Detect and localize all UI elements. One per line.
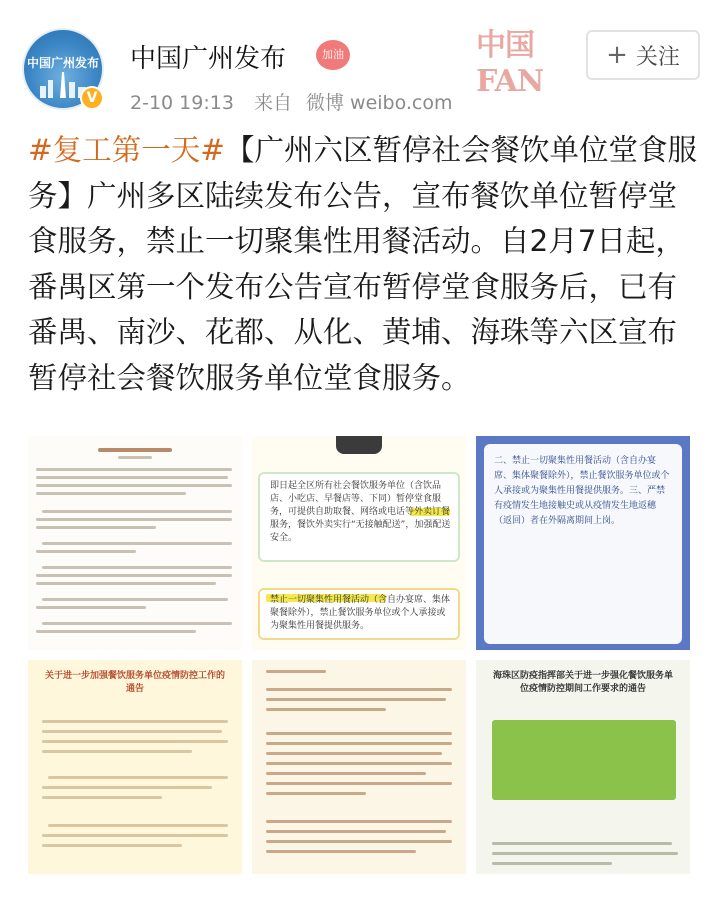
doc-line xyxy=(266,762,452,765)
doc-line xyxy=(266,840,452,843)
doc-line xyxy=(42,566,232,569)
hashtag-link[interactable]: #复工第一天# xyxy=(28,133,225,167)
post-source[interactable]: 微博 weibo.com xyxy=(305,92,453,114)
panel-a-text: 即日起全区所有社会餐饮服务单位（含饮品店、小吃店、早餐店等、下同）暂停堂食服务，可提供自助取餐、网络或电话等外卖订餐服务，餐饮外卖实行“无接触配送”，加强配送安全。 xyxy=(270,481,451,543)
doc-line xyxy=(266,792,366,795)
doc-line xyxy=(42,542,232,545)
doc-line xyxy=(266,732,452,735)
doc-line xyxy=(266,688,452,691)
doc-line xyxy=(36,518,232,521)
verified-badge-icon: V xyxy=(80,86,104,110)
doc-line xyxy=(36,526,156,529)
brand-decoration xyxy=(470,8,600,99)
doc-line xyxy=(266,708,386,711)
account-name[interactable]: 中国广州发布 xyxy=(130,44,287,74)
post-image-2[interactable] xyxy=(252,436,466,650)
doc-line xyxy=(36,476,228,479)
doc-line xyxy=(266,772,426,775)
avatar-label: 中国广州发布 xyxy=(26,56,99,70)
doc-line xyxy=(266,830,446,833)
doc-line xyxy=(42,844,182,847)
doc-line xyxy=(36,574,232,577)
doc-line xyxy=(42,598,228,601)
doc-line xyxy=(42,834,228,837)
post-image-6[interactable] xyxy=(476,660,690,874)
notice-panel-a xyxy=(258,472,460,562)
doc-line xyxy=(36,468,232,471)
doc-line xyxy=(266,820,452,823)
doc-line xyxy=(266,698,446,701)
doc-line xyxy=(36,630,196,633)
doc-line xyxy=(36,492,186,495)
doc-line xyxy=(42,786,212,789)
post-text xyxy=(28,128,700,401)
brand-art-text: 中国FAN xyxy=(476,28,544,99)
source-prefix: 来自 xyxy=(253,92,292,114)
doc-line xyxy=(492,852,678,855)
doc-line xyxy=(266,752,442,755)
doc-line xyxy=(42,750,192,753)
post-meta xyxy=(130,88,467,115)
doc-line xyxy=(42,796,162,799)
doc-line xyxy=(266,850,416,853)
doc-line xyxy=(266,742,452,745)
plus-icon: + xyxy=(606,40,628,70)
doc-line xyxy=(42,730,222,733)
doc-line xyxy=(42,510,232,513)
doc-line xyxy=(36,606,146,609)
doc-line xyxy=(42,622,232,625)
post-image-3[interactable] xyxy=(476,436,690,650)
doc-line xyxy=(492,842,672,845)
doc-line xyxy=(266,782,452,785)
follow-label: 关注 xyxy=(635,44,680,70)
doc-line xyxy=(266,670,326,673)
green-panel xyxy=(492,720,676,800)
notice-panel xyxy=(484,444,682,644)
post-image-4[interactable] xyxy=(28,660,242,874)
blue-doc-text: 二、禁止一切聚集性用餐活动（含自办宴席、集体聚餐除外），禁止餐饮服务单位或个人承接或为聚集性用餐提供服务。三、严禁有疫情发生地接触史或从疫情发生地返穗（返回）者在外隔离期间上岗。 xyxy=(494,456,670,526)
doc-line xyxy=(42,740,228,743)
follow-button[interactable] xyxy=(586,30,700,80)
panel-b-text: 禁止一切聚集性用餐活动（含自办宴席、集体聚餐除外），禁止餐饮服务单位或个人承接或为聚集性用餐提供服务。 xyxy=(270,595,451,631)
post-date: 2-10 19:13 xyxy=(130,92,234,114)
doc-line xyxy=(48,776,228,779)
doc-line xyxy=(492,862,612,865)
doc-line xyxy=(48,824,228,827)
doc-title-line xyxy=(98,448,172,452)
doc-line xyxy=(42,720,228,723)
post-image-1[interactable] xyxy=(28,436,242,650)
post-image-5[interactable] xyxy=(252,660,466,874)
doc-line xyxy=(36,582,216,585)
doc-line xyxy=(36,484,232,487)
post-body: 【广州六区暂停社会餐饮单位堂食服务】广州多区陆续发布公告，宣布餐饮单位暂停堂食服务，禁止一切聚集性用餐活动。自2月7日起，番禺区第一个发布公告宣布暂停堂食服务后，已有番禺、南沙、花都、从化、黄埔、海珠等六区宣布暂停社会餐饮服务单位堂食服务。 xyxy=(28,133,697,395)
yellow-doc-title: 关于进一步加强餐饮服务单位疫情防控工作的通告 xyxy=(44,671,225,694)
post-header xyxy=(0,0,720,118)
logo-shape xyxy=(336,436,382,454)
notice-panel-b xyxy=(258,588,460,640)
doc-line xyxy=(36,550,136,553)
account-badge: 加油 xyxy=(316,40,350,70)
green-doc-title: 海珠区防疫指挥部关于进一步强化餐饮服务单位疫情防控期间工作要求的通告 xyxy=(492,671,673,694)
doc-line xyxy=(118,456,152,459)
